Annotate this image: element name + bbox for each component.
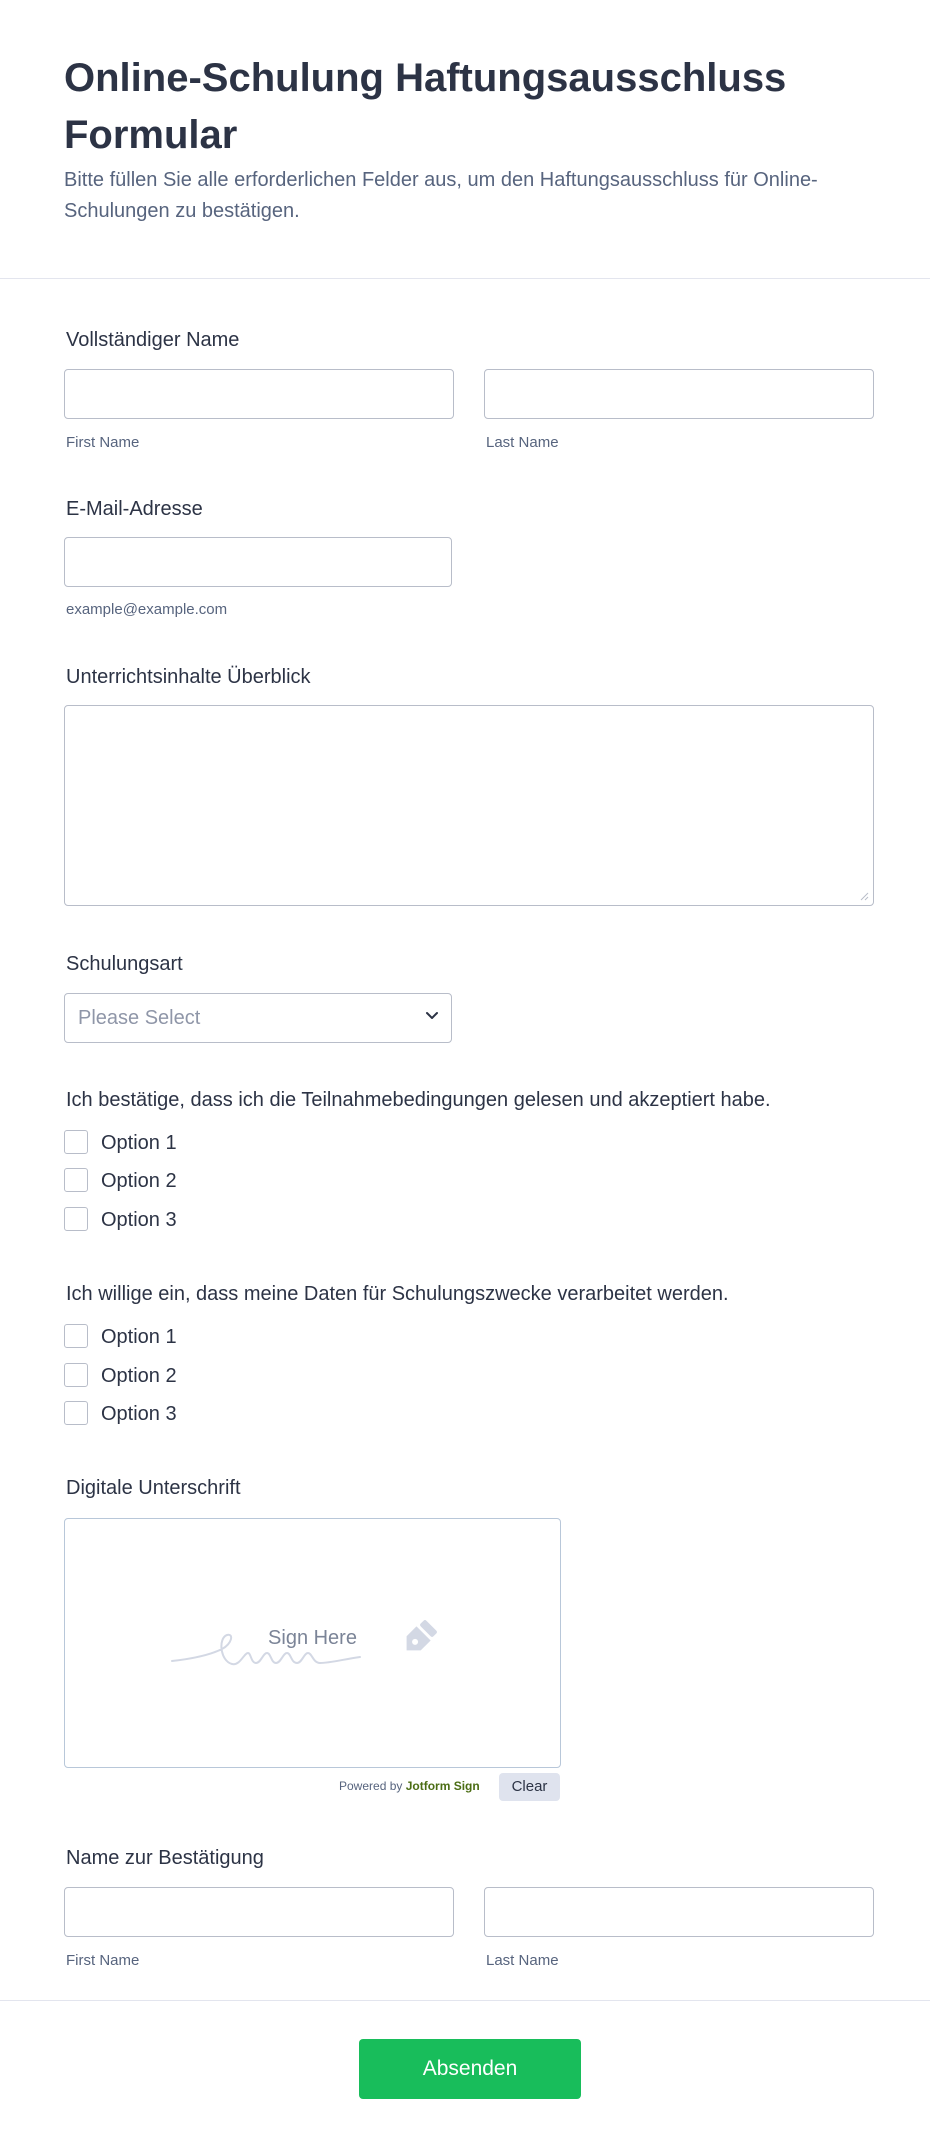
submit-button[interactable]: Absenden <box>359 2039 581 2099</box>
email-sublabel: example@example.com <box>66 601 228 618</box>
checkbox[interactable] <box>64 1168 88 1192</box>
chevron-down-icon <box>425 1011 439 1021</box>
clear-signature-button[interactable]: Clear <box>499 1773 560 1801</box>
last-name-sublabel: Last Name <box>486 434 559 451</box>
powered-by-text <box>339 1779 480 1793</box>
confirm-last-name-input[interactable] <box>484 1887 874 1937</box>
checkbox-label: Option 3 <box>101 1209 177 1231</box>
terms-label: Ich bestätige, dass ich die Teilnahmebedingungen gelesen und akzeptiert habe. <box>66 1089 771 1111</box>
first-name-sublabel: First Name <box>66 434 140 451</box>
checkbox-label: Option 2 <box>101 1365 177 1387</box>
page-title: Online-Schulung Haftungsausschluss Formular <box>64 56 787 157</box>
email-label: E-Mail-Adresse <box>66 498 203 520</box>
confirm-last-name-sublabel: Last Name <box>486 1952 559 1969</box>
signature-label: Digitale Unterschrift <box>66 1477 241 1499</box>
overview-label: Unterrichtsinhalte Überblick <box>66 666 311 688</box>
jotform-sign-brand[interactable]: Jotform Sign <box>405 1779 480 1793</box>
form-footer <box>0 2000 930 2148</box>
last-name-input[interactable] <box>484 369 874 419</box>
page-subtitle: Bitte füllen Sie alle erforderlichen Felder aus, um den Haftungsausschluss für Online-Schulungen zu bestätigen. <box>64 169 818 222</box>
sign-here-text: Sign Here <box>268 1627 357 1649</box>
checkbox-label: Option 1 <box>101 1326 177 1348</box>
checkbox[interactable] <box>64 1130 88 1154</box>
full-name-label: Vollständiger Name <box>66 329 240 351</box>
checkbox[interactable] <box>64 1401 88 1425</box>
confirm-first-name-input[interactable] <box>64 1887 454 1937</box>
overview-textarea[interactable] <box>64 705 874 906</box>
signature-pad[interactable] <box>64 1518 561 1768</box>
checkbox-label: Option 1 <box>101 1132 177 1154</box>
first-name-input[interactable] <box>64 369 454 419</box>
checkbox[interactable] <box>64 1207 88 1231</box>
consent-label: Ich willige ein, dass meine Daten für Schulungszwecke verarbeitet werden. <box>66 1283 729 1305</box>
training-type-label: Schulungsart <box>66 953 183 975</box>
resize-handle-icon[interactable] <box>859 891 869 901</box>
select-placeholder: Please Select <box>78 1007 201 1029</box>
powered-by-label: Powered by <box>339 1779 403 1793</box>
checkbox-label: Option 3 <box>101 1403 177 1425</box>
form-header <box>0 0 930 279</box>
confirm-first-name-sublabel: First Name <box>66 1952 140 1969</box>
checkbox[interactable] <box>64 1324 88 1348</box>
email-input[interactable] <box>64 537 452 587</box>
checkbox-label: Option 2 <box>101 1170 177 1192</box>
training-type-select[interactable] <box>64 993 452 1043</box>
confirm-name-label: Name zur Bestätigung <box>66 1847 264 1869</box>
checkbox[interactable] <box>64 1363 88 1387</box>
